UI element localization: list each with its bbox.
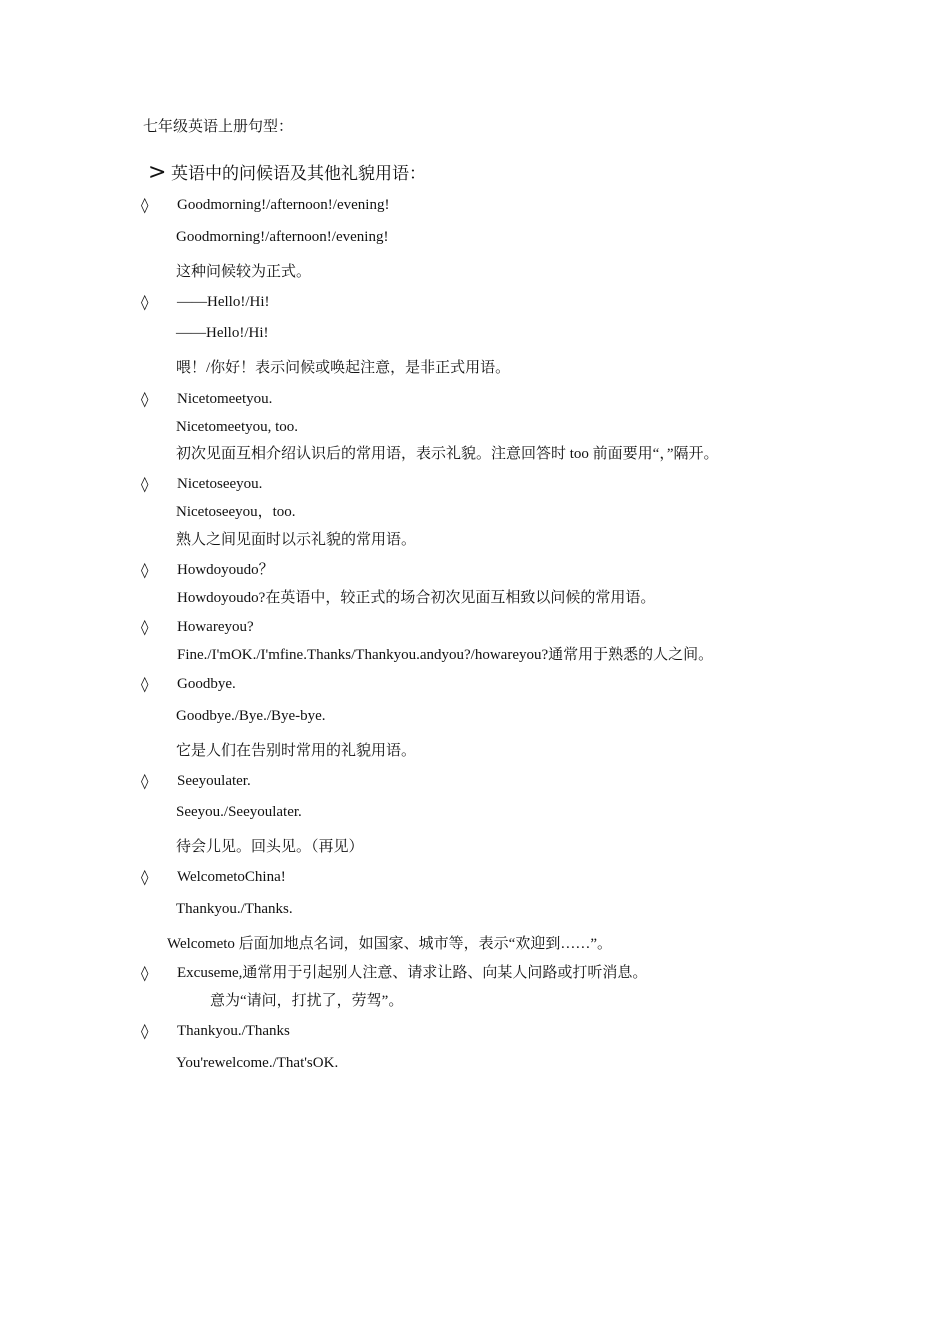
response-line: You'rewelcome./That'sOK. [176,1055,339,1071]
diamond-bullet-icon: ◊ [141,675,149,693]
phrase-item-2: ——Hello!/Hi! [177,294,270,310]
phrase-item-11: Thankyou./Thanks [177,1023,290,1039]
diamond-bullet-icon: ◊ [141,293,149,311]
response-line: Nicetomeetyou, too. [176,419,299,435]
explanation-line: 意为“请问，打扰了，劳驾”。 [210,993,404,1009]
response-line: Nicetoseeyou，too. [176,504,296,520]
diamond-bullet-icon: ◊ [141,196,149,214]
response-line: Seeyou./Seeyoulater. [176,804,302,820]
phrase-item-6: Howareyou? [177,619,254,635]
phrase-item-3: Nicetomeetyou. [177,391,273,407]
explanation-line: Fine./I'mOK./I'mfine.Thanks/Thankyou.andyou?/howareyou?通常用于熟悉的人之间。 [177,647,714,663]
explanation-line: Welcometo 后面加地点名词，如国家、城市等，表示“欢迎到……”。 [167,936,612,952]
phrase-item-1: Goodmorning!/afternoon!/evening! [177,197,390,213]
explanation-line: 这种问候较为正式。 [176,264,312,280]
doc-title: 七年级英语上册句型： [143,119,294,135]
phrase-item-10: Excuseme,通常用于引起别人注意、请求让路、向某人问路或打听消息。 [177,965,648,981]
explanation-line: Howdoyoudo?在英语中，较正式的场合初次见面互相致以问候的常用语。 [177,590,656,606]
response-line: ——Hello!/Hi! [176,325,269,341]
response-line: Thankyou./Thanks. [176,901,293,917]
diamond-bullet-icon: ◊ [141,1022,149,1040]
diamond-bullet-icon: ◊ [141,390,149,408]
diamond-bullet-icon: ◊ [141,964,149,982]
explanation-line: 熟人之间见面时以示礼貌的常用语。 [176,532,417,548]
explanation-line: 它是人们在告别时常用的礼貌用语。 [176,743,417,759]
response-line: Goodmorning!/afternoon!/evening! [176,229,389,245]
arrow-right-icon: > [148,160,167,185]
phrase-item-5: Howdoyoudo？ [177,562,274,578]
phrase-item-7: Goodbye. [177,676,236,692]
section-heading: 英语中的问候语及其他礼貌用语： [171,164,426,183]
diamond-bullet-icon: ◊ [141,772,149,790]
explanation-line: 待会儿见。回头见。（再见） [176,839,364,855]
explanation-line: 初次见面互相介绍认识后的常用语，表示礼貌。注意回答时 too 前面要用“，”隔开。 [176,446,719,462]
phrase-item-8: Seeyoulater. [177,773,251,789]
diamond-bullet-icon: ◊ [141,561,149,579]
explanation-line: 喂！/你好！表示问候或唤起注意，是非正式用语。 [176,360,511,376]
diamond-bullet-icon: ◊ [141,475,149,493]
phrase-item-9: WelcometoChina! [177,869,286,885]
phrase-item-4: Nicetoseeyou. [177,476,263,492]
response-line: Goodbye./Bye./Bye-bye. [176,708,326,724]
diamond-bullet-icon: ◊ [141,868,149,886]
diamond-bullet-icon: ◊ [141,618,149,636]
